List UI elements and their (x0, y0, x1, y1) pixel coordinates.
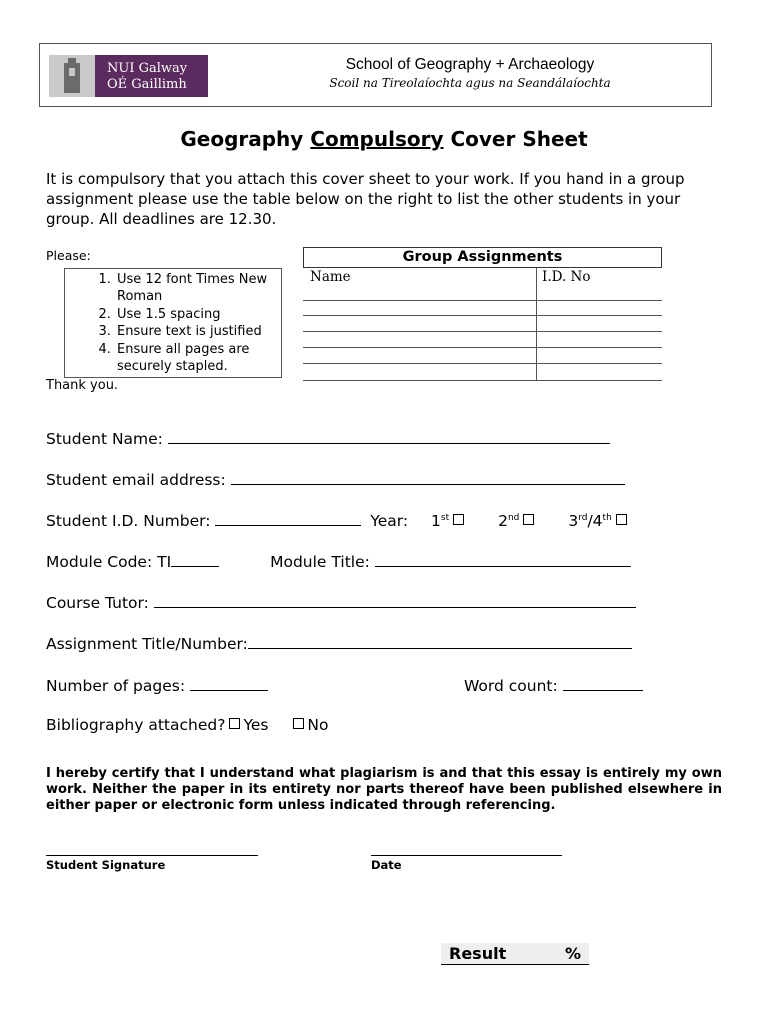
assignment-title-field[interactable] (248, 634, 632, 649)
school-name-irish: Scoil na Tireolaíochta agus na Seandálaíochta (329, 76, 611, 90)
rules-box (64, 268, 282, 378)
module-code-label: Module Code: TI (46, 553, 172, 571)
email-label: Student email address: (46, 471, 226, 489)
email-field[interactable] (231, 470, 625, 485)
result-box (441, 943, 589, 965)
student-name-label: Student Name: (46, 430, 163, 448)
group-row-line[interactable] (303, 300, 662, 301)
bibliography-label: Bibliography attached? (46, 716, 226, 734)
logo-line-1: NUI Galway (107, 61, 188, 76)
course-tutor-label: Course Tutor: (46, 594, 149, 612)
bibliography-yes-label: Yes (243, 716, 269, 734)
group-row-line[interactable] (303, 331, 662, 332)
assignment-title-label: Assignment Title/Number: (46, 635, 248, 653)
bibliography-no-checkbox[interactable] (293, 718, 304, 729)
word-count-label: Word count: (464, 677, 558, 695)
rules-list (65, 269, 281, 375)
year-2-label: 2nd (498, 512, 520, 530)
intro-paragraph: It is compulsory that you attach this cover sheet to your work. If you hand in a group assignment please use the table below on the right to list the other students in your group. All deadlines are 12.30. (46, 170, 685, 228)
pages-row (46, 676, 268, 695)
title-underlined: Compulsory (310, 127, 444, 151)
year-2-checkbox[interactable] (523, 514, 534, 525)
group-row-line[interactable] (303, 363, 662, 364)
year-label: Year: (370, 512, 409, 530)
group-assignments-title: Group Assignments (303, 247, 662, 268)
signature-line[interactable] (46, 855, 258, 856)
thank-you-text: Thank you. (46, 378, 119, 393)
module-code-field[interactable] (171, 552, 219, 567)
group-col-id: I.D. No (542, 269, 591, 285)
word-count-field[interactable] (563, 676, 643, 691)
rule-item: 4. Ensure all pages are securely stapled. (115, 341, 275, 376)
group-row-line[interactable] (303, 380, 662, 381)
module-title-field[interactable] (375, 552, 631, 567)
module-title-label: Module Title: (270, 553, 370, 571)
word-count-row (464, 676, 643, 695)
rule-item: 2. Use 1.5 spacing (115, 306, 275, 323)
student-name-row (46, 429, 610, 448)
course-tutor-field[interactable] (154, 593, 636, 608)
result-percent: % (565, 944, 582, 963)
student-id-field[interactable] (215, 511, 361, 526)
page-title: Geography Compulsory Cover Sheet (180, 127, 588, 151)
plagiarism-certification: I hereby certify that I understand what plagiarism is and that this essay is entirely my own work. Neither the paper in its entirety nor parts thereof have been published elsewhere in either paper or electronic form unless indicated through referencing. (46, 766, 722, 813)
student-id-row (46, 511, 630, 530)
date-line[interactable] (371, 855, 562, 856)
pages-field[interactable] (190, 676, 268, 691)
email-row (46, 470, 625, 489)
group-row-line[interactable] (303, 315, 662, 316)
group-col-name: Name (310, 269, 351, 285)
student-name-field[interactable] (168, 429, 610, 444)
rule-item: 3. Ensure text is justified (115, 323, 275, 340)
year-1-checkbox[interactable] (453, 514, 464, 525)
signature-label: Student Signature (46, 858, 166, 872)
logo-line-2: OÉ Gaillimh (107, 77, 187, 92)
bibliography-yes-checkbox[interactable] (229, 718, 240, 729)
university-logo (49, 55, 208, 97)
group-row-line[interactable] (303, 347, 662, 348)
student-id-label: Student I.D. Number: (46, 512, 211, 530)
pages-label: Number of pages: (46, 677, 186, 695)
year-34-label: 3rd/4th (568, 512, 612, 530)
year-34-checkbox[interactable] (616, 514, 627, 525)
school-name-english: School of Geography + Archaeology (345, 56, 595, 73)
date-label: Date (371, 858, 402, 872)
quadrangle-tower-icon (49, 55, 95, 97)
module-row (46, 552, 631, 571)
bibliography-no-label: No (307, 716, 329, 734)
bibliography-row (46, 716, 329, 734)
year-1-label: 1st (431, 512, 450, 530)
assignment-title-row (46, 634, 632, 653)
result-label: Result (449, 944, 507, 963)
rule-item: 1. Use 12 font Times New Roman (115, 271, 275, 306)
please-label: Please: (46, 248, 91, 263)
course-tutor-row (46, 593, 636, 612)
